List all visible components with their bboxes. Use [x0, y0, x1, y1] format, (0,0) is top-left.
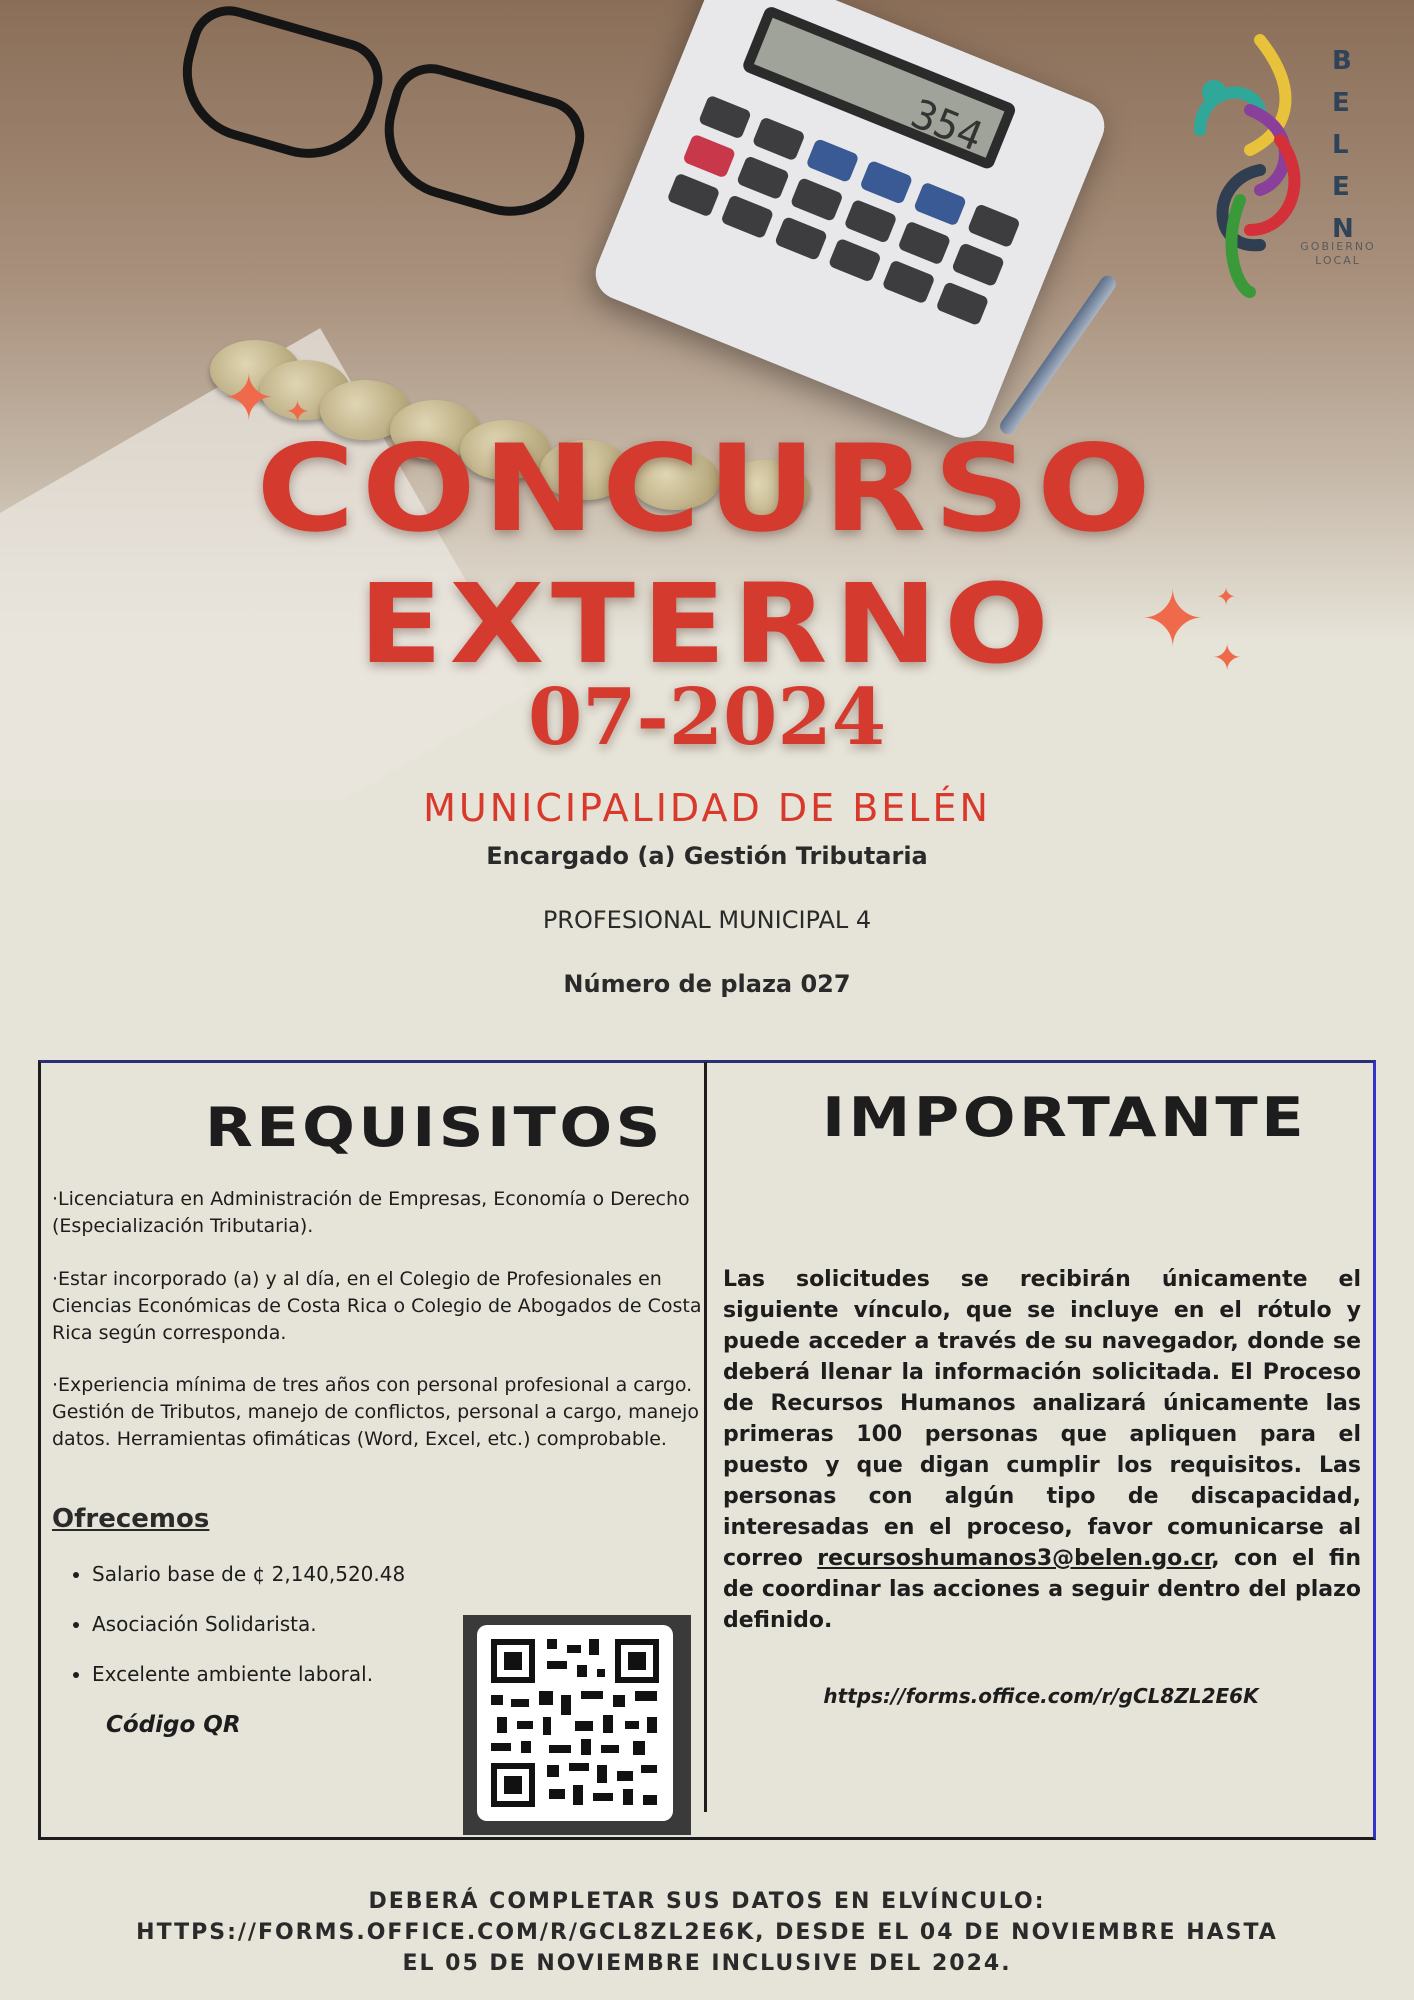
- logo-letters: [1332, 40, 1356, 250]
- logo-letter: N: [1332, 214, 1356, 244]
- qr-code-icon: [477, 1625, 673, 1821]
- calc-key: [806, 138, 860, 183]
- calc-key: [736, 155, 790, 200]
- sparkle-icon: ✦: [222, 362, 276, 436]
- calculator-display: 354: [741, 5, 1018, 171]
- calc-key: [935, 281, 989, 326]
- eyeglasses-image: [144, 0, 617, 247]
- sparkle-icon: ✦: [1212, 638, 1243, 679]
- requirement-item: ·Licenciatura en Administración de Empresas, Economía o Derecho (Especialización Tributaria).: [52, 1188, 690, 1237]
- benefit-item: • Excelente ambiente laboral.: [92, 1655, 405, 1705]
- calc-key: [897, 220, 951, 265]
- title-externo: EXTERNO: [358, 560, 1056, 688]
- footer-line: HTTPS://FORMS.OFFICE.COM/R/GCL8ZL2E6K, DESDE EL 04 DE NOVIEMBRE HASTA: [136, 1920, 1278, 1945]
- footer-line: DEBERÁ COMPLETAR SUS DATOS EN ELVÍNCULO:: [368, 1889, 1046, 1914]
- offer-heading: Ofrecemos: [52, 1504, 210, 1534]
- right-lens: [368, 55, 594, 233]
- calc-key: [882, 259, 936, 304]
- logo-subtitle: GOBIERNO LOCAL: [1300, 240, 1376, 267]
- important-body: [723, 1264, 1361, 1636]
- job-title: Encargado (a) Gestión Tributaria: [486, 842, 928, 870]
- requirements-heading: REQUISITOS: [205, 1096, 664, 1159]
- calc-key: [913, 182, 967, 227]
- calc-key: [698, 95, 752, 140]
- benefit-item: • Salario base de ¢ 2,140,520.48: [92, 1555, 405, 1605]
- important-heading: IMPORTANTE: [822, 1086, 1308, 1149]
- requirement-item: ·Estar incorporado (a) y al día, en el Colegio de Profesionales en Ciencias Económicas de Costa Rica o Colegio de Abogados de Costa Rica según corresponda.: [52, 1268, 702, 1344]
- qr-code[interactable]: [463, 1615, 691, 1835]
- calc-key: [790, 177, 844, 222]
- contest-number: 07-2024: [527, 672, 886, 763]
- job-category: PROFESIONAL MUNICIPAL 4: [542, 906, 872, 934]
- calc-key: [859, 160, 913, 205]
- qr-code-image: [477, 1625, 673, 1821]
- calc-key: [720, 194, 774, 239]
- logo-letter: E: [1332, 172, 1352, 202]
- calc-key: [844, 199, 898, 244]
- calc-key: [667, 172, 721, 217]
- logo-letter: B: [1332, 46, 1354, 76]
- sparkle-icon: ✦: [285, 395, 311, 430]
- left-lens: [166, 0, 392, 174]
- calc-key: [828, 238, 882, 283]
- benefits-list: [58, 1555, 405, 1705]
- sparkle-icon: ✦: [1140, 575, 1206, 665]
- belen-logo: [1190, 30, 1400, 310]
- logo-letter: E: [1332, 88, 1352, 118]
- qr-label: Código QR: [106, 1712, 241, 1738]
- important-text-after: , con el fin de coordinar las acciones a seguir dentro del plazo definido.: [723, 1546, 1361, 1633]
- title-concurso: CONCURSO: [256, 420, 1158, 559]
- calc-key: [774, 216, 828, 261]
- organization-name: MUNICIPALIDAD DE BELÉN: [423, 786, 991, 830]
- calc-key: [967, 203, 1021, 248]
- footer-notice: [0, 1886, 1414, 1979]
- email-link[interactable]: recursoshumanos3@belen.go.cr: [817, 1546, 1212, 1571]
- footer-line: EL 05 DE NOVIEMBRE INCLUSIVE DEL 2024.: [402, 1951, 1012, 1976]
- form-link[interactable]: https://forms.office.com/r/gCL8ZL2E6K: [823, 1684, 1259, 1708]
- requirement-item: ·Experiencia mínima de tres años con personal profesional a cargo. Gestión de Tributos, manejo de conflictos, personal a cargo, manejo datos. Herramientas ofimáticas (Word, Excel, etc.) comprobable.: [52, 1374, 699, 1450]
- calc-key: [951, 242, 1005, 287]
- benefit-item: • Asociación Solidarista.: [92, 1605, 405, 1655]
- sparkle-icon: ✦: [1216, 583, 1237, 611]
- calc-key: [752, 116, 806, 161]
- logo-letter: L: [1332, 130, 1351, 160]
- post-number: Número de plaza 027: [563, 970, 851, 998]
- calc-key: [682, 134, 736, 179]
- important-text-before: Las solicitudes se recibirán únicamente el siguiente vínculo, que se incluye en el rótulo y puede acceder a través de su navegador, donde se deberá llenar la información solicitada. El Proceso de Recursos Humanos analizará únicamente las primeras 100 personas que apliquen para el puesto y que digan cumplir los requisitos. Las personas con algún tipo de discapacidad, interesadas en el proceso, favor comunicarse al correo: [723, 1267, 1361, 1571]
- belen-logo-mark: [1190, 30, 1330, 310]
